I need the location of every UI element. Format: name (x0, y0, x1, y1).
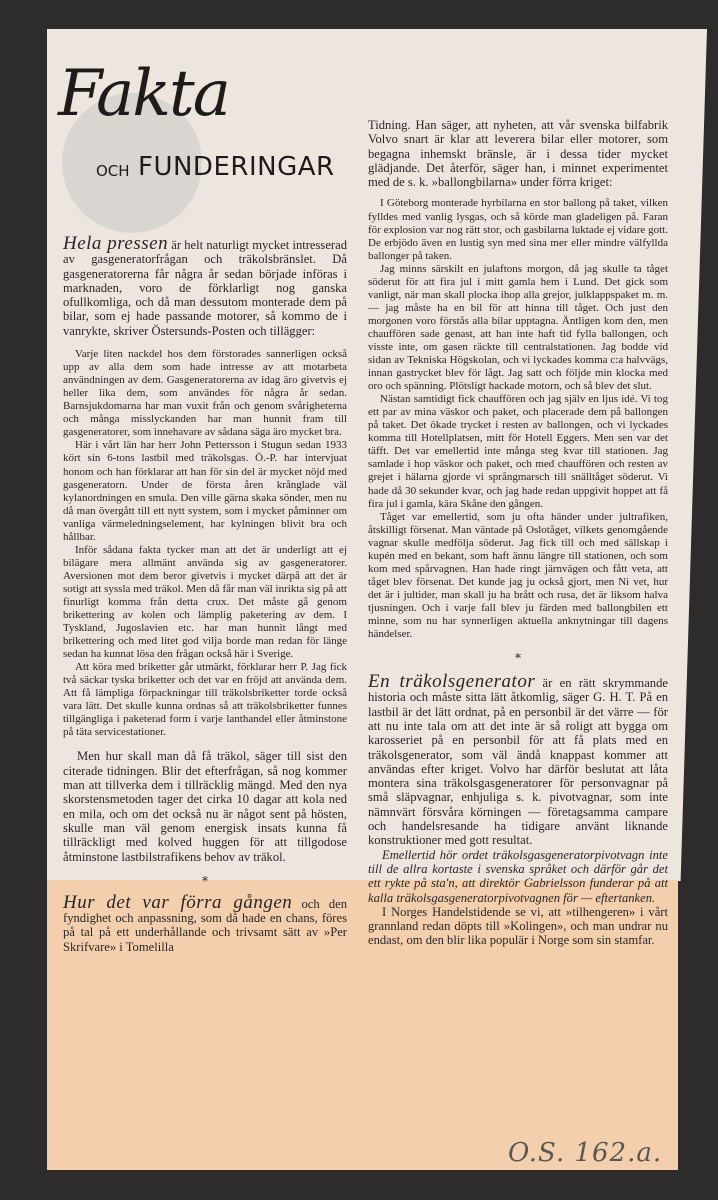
quote-paragraph: Här i vårt län har herr John Pettersson i Stugun sedan 1933 kört sin 6-tons lastbil med träkolsgas. Ö.-P. har intervjuat honom och han förklarar att han för sin del är mycket nöjd med gasgeneratorn. Under de första åren krånglade väl kylanordningen en smula. Den ville gärna skaka sönder, men nu då man övergått till ett nytt system, som i mycket påminner om vanliga värmeledningselement, har kylningen blivit bra och hållbar. (63, 439, 347, 543)
quote-paragraph: I Göteborg monterade hyrbilarna en stor ballong på taket, vilken fylldes med vanlig lysgas, och så körde man gladeligen på. Faran för explosion var nog rätt stor, och gasbilarna luktade ej vidare gott. De erbjödo även en lustig syn med sina mer eller mindre välfyllda ballonger på taken. (368, 197, 668, 262)
section-heading: Hela pressen (63, 233, 169, 254)
quote-paragraph: Jag minns särskilt en julaftons morgon, då jag skulle ta tåget söderut för att fira jul i mitt gamla hem i Lund. Det gick som vanligt, när man skall plocka ihop alla grejor, julklappspaket m. m. — jag måste ha en bil för att hinna till tåget. Och just den morgonen voro förstås alla bilar upptagna. Äntligen kom den, men chauffören sade genast, att han inte haft tid fylla ballongen, och visste inte, om gasen räckte till centralstationen. Jag bodde vid sidan av Tekniska Högskolan, och vi lyckades komma c:a halvvägs, innan gastrycket blev för lågt. Jag satt och följde min klocka med oro och spänning. Plötsligt hackade motorn, och så blev det slut. (368, 262, 668, 393)
paragraph (368, 671, 668, 848)
quote-paragraph: Varje liten nackdel hos dem förstorades sannerligen också upp av alla dem som hade intresse av att motarbeta användningen av dem. Gasgeneratorerna av idag äro givetvis ej heller lika dem, som användes för några år sedan. Barnsjukdomarna har man vuxit från och genom svårigheterna och många misslyckanden har man hunnit fram till gasgeneratorer, som innehavare av sådana säga äro mycket bra. (63, 348, 347, 439)
quote-paragraph: Att köra med briketter går utmärkt, förklarar herr P. Jag fick två säckar tyska briketter och det var en fröjd att använda dem. Att få lämpliga förpackningar till träkolsbriketter torde också vara lätt. Det skulle kunna ordnas så att träkolsbriketter funnes tillgängliga i paketerad form i varje lanthandel eller åtminstone på täta servicestationer. (63, 661, 347, 739)
title-script: Fakta (58, 57, 229, 131)
title-caps: FUNDERINGAR (138, 152, 335, 182)
paragraph (63, 891, 348, 954)
section-heading: En träkolsgenerator (368, 671, 536, 693)
paragraph-text: är helt naturligt mycket intresserad av gasgeneratorfrågan och träkolsbränslet. Då gasgeneratorerna får några år sedan började införas i marknaden, voro de förklarligt nog ganska ofullkomliga, och då man dessutom monterade dem på bilar, som ej hade passande motorer, så kommo de i vanrykte, skriver Östersunds-Posten och tillägger: (63, 238, 347, 338)
paragraph: Men hur skall man då få träkol, säger till sist den citerade tidningen. Blir det efterfrågan, så nog kommer man att tillverka dem i tillräcklig mängd. Med den nya skorstensmetoden tager det cirka 10 dagar att kola ned en mila, och om det också nu är något sent på hösten, skulle man väl genom energisk insats kunna få tillräckligt med kolved huggen för att tillgodose åtminstone lastbilstrafikens behov av träkol. (63, 749, 347, 864)
paragraph (63, 233, 347, 338)
handwritten-catalog-number: O.S. 162.a. (508, 1138, 663, 1168)
separator-star: * (515, 651, 521, 666)
paragraph: Tidning. Han säger, att nyheten, att vår svenska bilfabrik Volvo snart är klar att leverera bilar eller motorer, som begagna inhemskt bränsle, är i dessa tider mycket glädjande. Det återför, säger han, i minnet experimentet med de s. k. »ballongbilarna» under förra kriget: (368, 118, 668, 190)
right-column (368, 118, 668, 948)
separator-star: * (202, 873, 208, 888)
quote-paragraph: Nästan samtidigt fick chauffören och jag själv en ljus idé. Vi tog ett par av mina väskor och paket, och placerade dem på ballongen på taket. Det ökade trycket i resten av ballongen, och vi lyckades komma till Hotellplatsen, mitt för Hotell Eggers. Men sen var det täfft. Det var emellertid inte många steg kvar till stationen. Jag samlade i hop väskor och paket, och med chauffören och resten av grejet i hälarna gjorde vi språngmarsch till snälltåget söderut. Vi hade då 30 sekunder kvar, och jag hade redan uppgivit hoppet att få fira jul i gamla, kära Skåne den gången. (368, 393, 668, 510)
paragraph-text: och den fyndighet och anpassning, som då hade en chans, föres på tal på ett underhållande och trivsamt sätt av »Per Skrifvare» i Tomelilla (63, 896, 348, 954)
paragraph: I Norges Handelstidende se vi, att »tilhengeren» i vårt grannland redan döpts till »Kolingen», och man undrar nu endast, om den blir lika populär i Norge som sin stamfar. (368, 904, 668, 948)
title-small: OCH (96, 162, 130, 180)
quote-paragraph: Inför sådana fakta tycker man att det är underligt att ej bilägare mera allmänt använda sig av gasgeneratorer. Aversionen mot dem beror givetvis i mycket därpå att det är sotigt att syssla med träkol. Men då får man väl inrikta sig på att finurligt komma från detta crux. Det måste gå genom brikettering av kolen och lämplig paketering av dem. I Tyskland, Jugoslavien etc. har man hunnit långt med brikettering och med litet god vilja borde man redan för länge sedan ha kunnat lösa den frågan också här i Sverige. (63, 543, 347, 661)
quote-paragraph: Tåget var emellertid, som ju ofta händer under jultrafiken, åtskilligt försenat. Man väntade på Oslotåget, vilkets genomgående vagnar skulle medfölja söderut. Jag fick till och med sällskap i kupén med en bekant, som haft ännu längre till stationen, och som kom med spårvagnen. Han hade ringt järnvägen och fått veta, att tåget blev försenat. Det kunde jag ju också gjort, men Ni vet, hur det är i jultider, man skall ju ha brått och rusa, det är liksom halva tjusningen. Och i varje fall blev ju färden med ballongbilen ett minne, som nu har synnerligen aktuella anknytningar till dagens händelser. (368, 510, 668, 641)
paragraph-italic: Emellertid hör ordet träkolsgasgeneratorpivotvagn inte till de allra kortaste i svenska språket och därför går det ett rykte på sta'n, att direktör Gabrielsson funderar på att kalla träkolsgasgeneratorpivotvagnen för — eftertanken. (368, 847, 668, 905)
left-column (63, 233, 348, 954)
section-heading: Hur det var förra gången (63, 891, 293, 913)
paragraph-text: är en rätt skrymmande historia och måste sitta lätt åtkomlig, säger G. H. T. På en lastbil är det lätt ordnat, på en personbil är det värre — för att nu inte tala om att det inte är så roligt att bygga om karosseriet på en personbil för att få plats med en träkolsgenerator, som väl ändå knappast kommer att användas efter kriget. Volvo har därför beslutat att låta montera sina träkolsgasgeneratorer för personvagnar på små släpvagnar, enhjuliga s. k. pivotvagnar, som inte nämnvärt försvåra körningen — företagsamma campare och handelsresande ha tidigare använt liknande konstruktioner med gott resultat. (368, 676, 668, 848)
